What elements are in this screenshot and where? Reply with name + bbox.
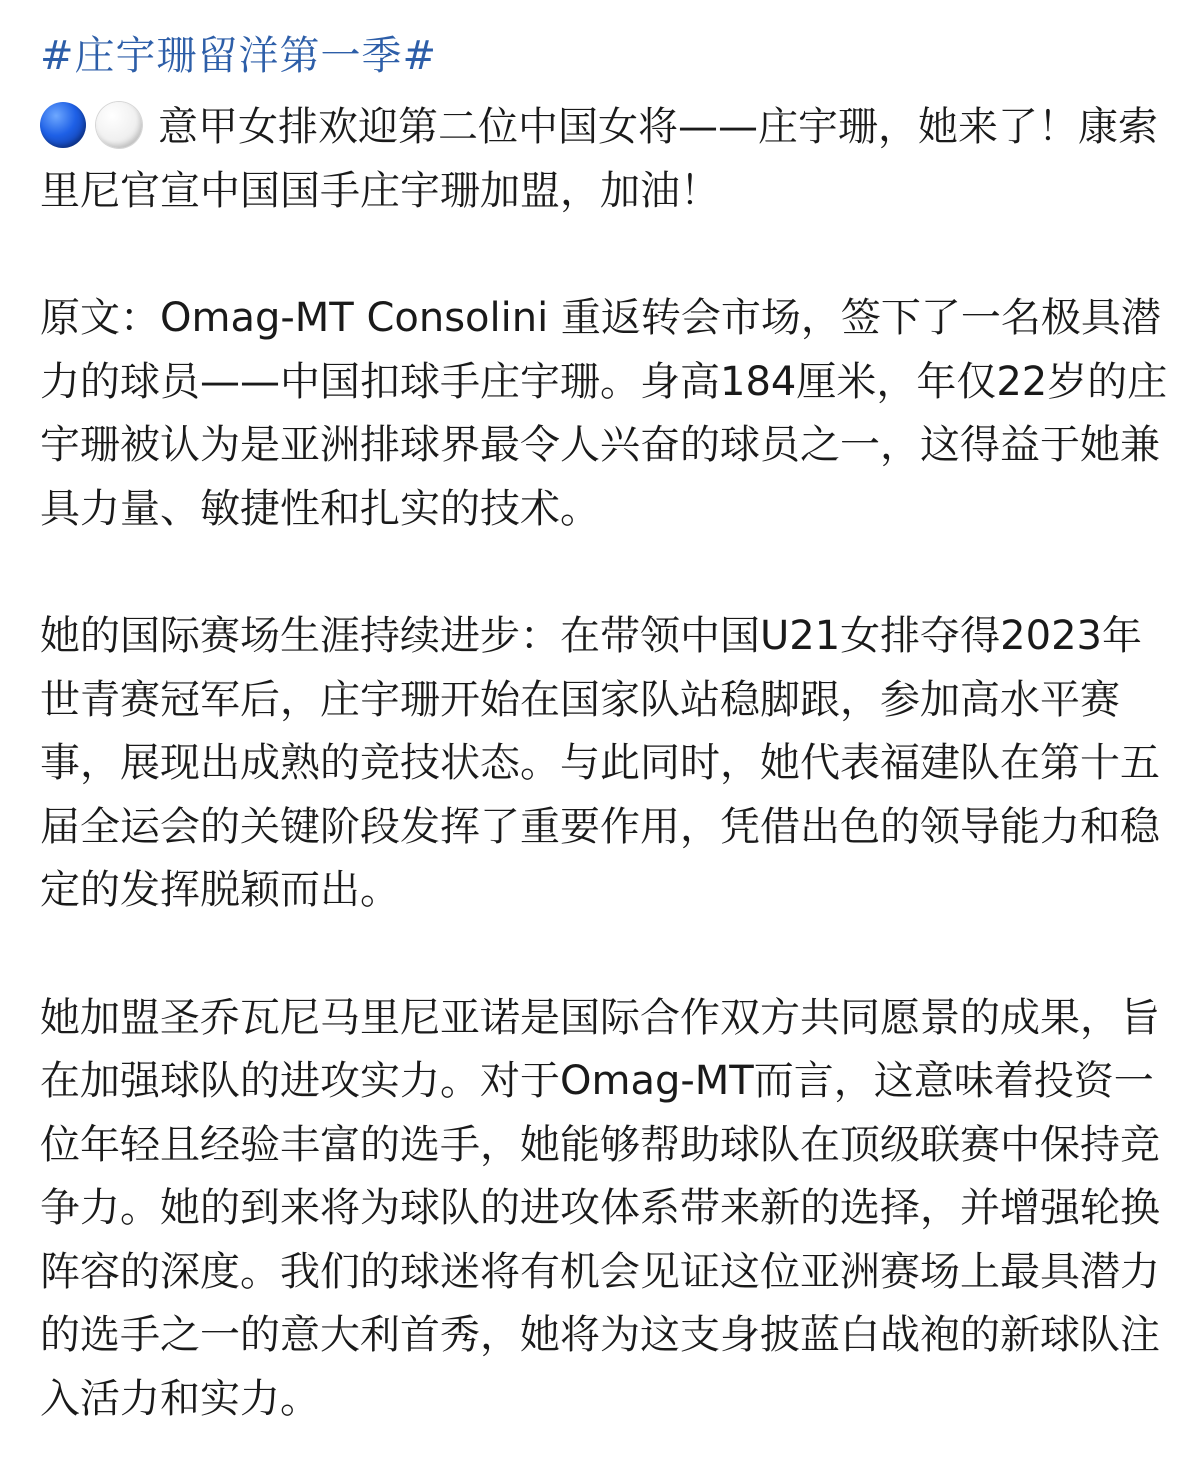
hashtag-link[interactable]: #庄宇珊留洋第一季# [40,33,438,79]
paragraph-gap [40,541,1170,605]
paragraph-3: 她加盟圣乔瓦尼马里尼亚诺是国际合作双方共同愿景的成果，旨在加强球队的进攻实力。对于Omag-MT而言，这意味着投资一位年轻且经验丰富的选手，她能够帮助球队在顶级联赛中保持竞争力。她的到来将为球队的进攻体系带来新的选择，并增强轮换阵容的深度。我们的球迷将有机会见证这位亚洲赛场上最具潜力的选手之一的意大利首秀，她将为这支身披蓝白战袍的新球队注入活力和实力。 [40,994,1160,1422]
headline [40,96,1170,223]
white-circle-icon [96,102,142,148]
paragraph-1: 原文：Omag-MT Consolini 重返转会市场，签下了一名极具潜力的球员——中国扣球手庄宇珊。身高184厘米，年仅22岁的庄宇珊被认为是亚洲排球界最令人兴奋的球员之一，这得益于她兼具力量、敏捷性和扎实的技术。 [40,295,1168,532]
headline-text: 意甲女排欢迎第二位中国女将——庄宇珊，她来了！康索里尼官宣中国国手庄宇珊加盟，加油！ [40,104,1158,214]
paragraph-gap [40,223,1170,287]
post-content [40,28,1170,1431]
blue-circle-icon [40,102,86,148]
paragraph-2: 她的国际赛场生涯持续进步：在带领中国U21女排夺得2023年世青赛冠军后，庄宇珊开始在国家队站稳脚跟，参加高水平赛事，展现出成熟的竞技状态。与此同时，她代表福建队在第十五届全运会的关键阶段发挥了重要作用，凭借出色的领导能力和稳定的发挥脱颖而出。 [40,613,1160,913]
paragraph-gap [40,923,1170,987]
